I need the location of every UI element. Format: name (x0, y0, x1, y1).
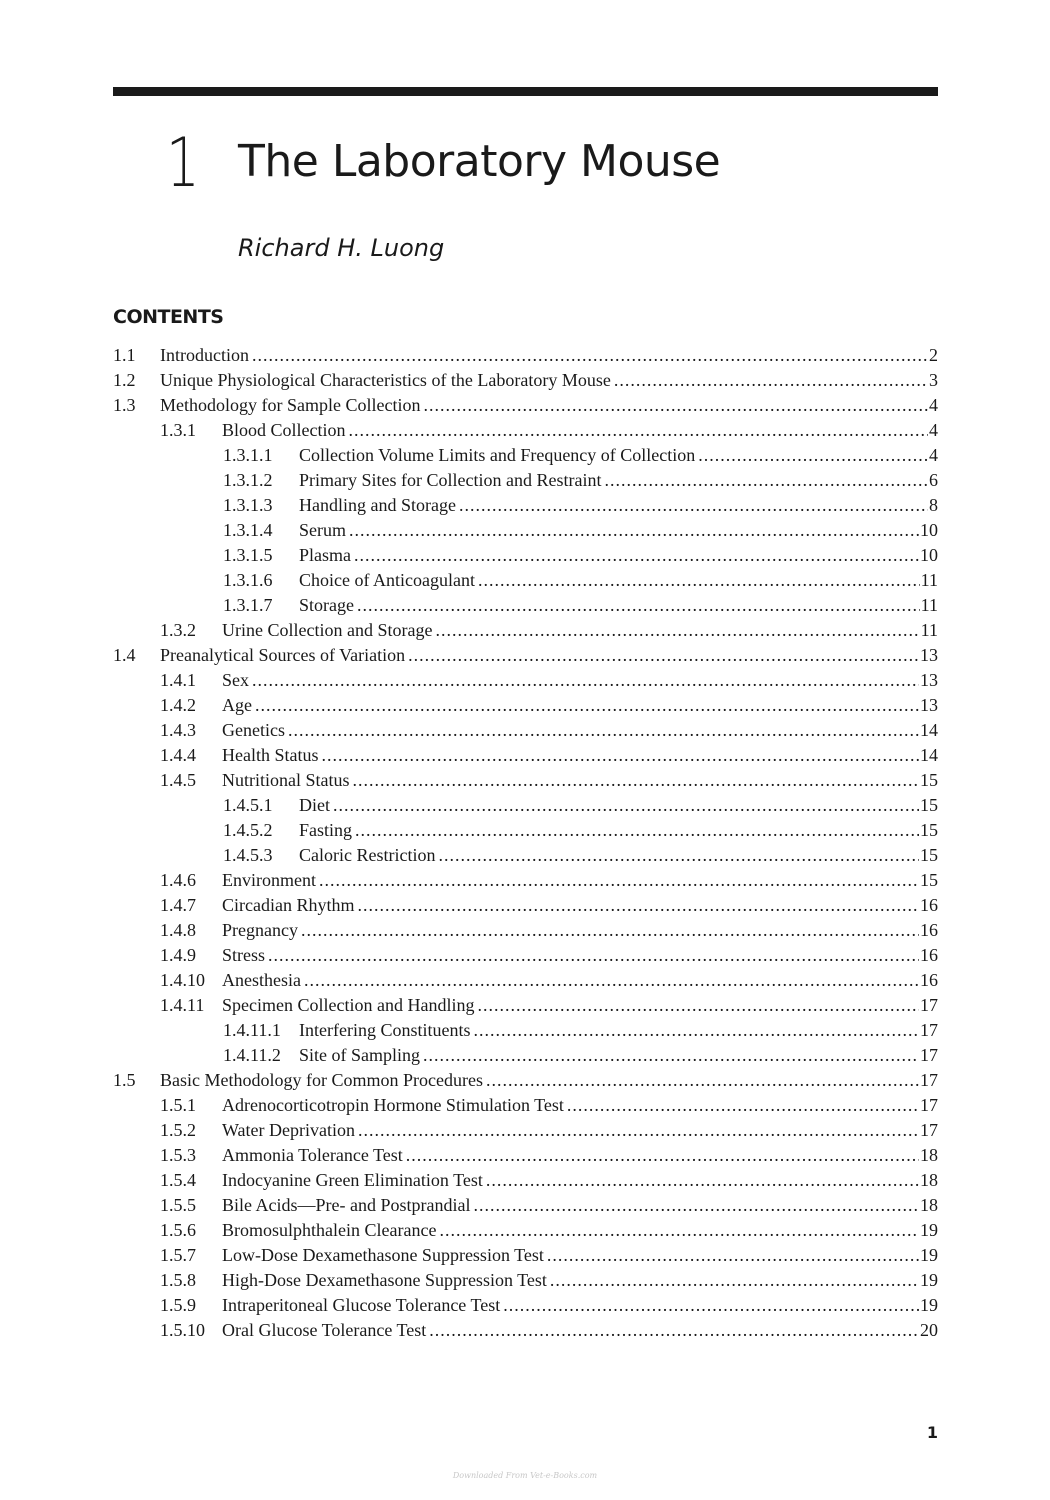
toc-entry-page: 8 (929, 495, 938, 515)
toc-entry-title: Methodology for Sample Collection (160, 395, 421, 415)
toc-entry-title: Age (222, 695, 252, 715)
toc-entry-number: 1.3.1.4 (223, 520, 273, 540)
toc-entry-page: 17 (920, 1020, 938, 1040)
toc-entry-page: 15 (920, 770, 938, 790)
toc-dot-leader (255, 693, 919, 718)
toc-entry (113, 718, 938, 743)
toc-entry (113, 768, 938, 793)
toc-entry-number: 1.4.4 (160, 745, 196, 765)
toc-entry (113, 1193, 938, 1218)
toc-entry (113, 1118, 938, 1143)
chapter-number: 1 (166, 124, 199, 203)
toc-dot-leader (567, 1093, 919, 1118)
chapter-author: Richard H. Luong (238, 234, 445, 262)
toc-dot-leader (355, 818, 919, 843)
toc-entry (113, 668, 938, 693)
toc-entry-title: Water Deprivation (222, 1120, 355, 1140)
toc-dot-leader (698, 443, 928, 468)
toc-entry-page: 17 (920, 1070, 938, 1090)
toc-entry-title: Plasma (299, 545, 351, 565)
toc-dot-leader (252, 343, 928, 368)
toc-entry-page: 15 (920, 795, 938, 815)
toc-entry-title: Storage (299, 595, 354, 615)
toc-entry (113, 1293, 938, 1318)
toc-entry-page: 14 (920, 745, 938, 765)
toc-entry-title: High-Dose Dexamethasone Suppression Test (222, 1270, 547, 1290)
watermark: Downloaded From Vet-e-Books.com (452, 1471, 598, 1480)
table-of-contents (113, 343, 938, 1343)
toc-entry-number: 1.4.9 (160, 945, 196, 965)
toc-entry (113, 918, 938, 943)
toc-entry-title: Indocyanine Green Elimination Test (222, 1170, 483, 1190)
toc-entry-title: Diet (299, 795, 330, 815)
toc-entry-title: Bile Acids—Pre- and Postprandial (222, 1195, 471, 1215)
toc-entry-title: Adrenocorticotropin Hormone Stimulation Test (222, 1095, 564, 1115)
toc-entry-title: Urine Collection and Storage (222, 620, 433, 640)
toc-entry (113, 818, 938, 843)
toc-dot-leader (614, 368, 928, 393)
toc-entry-page: 4 (929, 395, 938, 415)
toc-entry-page: 13 (920, 695, 938, 715)
toc-dot-leader (477, 993, 919, 1018)
toc-entry-number: 1.4.7 (160, 895, 196, 915)
toc-dot-leader (252, 668, 919, 693)
toc-entry-number: 1.3.2 (160, 620, 196, 640)
toc-dot-leader (349, 418, 929, 443)
toc-entry-number: 1.2 (113, 370, 136, 390)
toc-entry-title: Blood Collection (222, 420, 346, 440)
toc-entry (113, 643, 938, 668)
toc-entry (113, 993, 938, 1018)
toc-entry (113, 793, 938, 818)
toc-entry-page: 2 (929, 345, 938, 365)
toc-dot-leader (357, 893, 919, 918)
toc-entry (113, 393, 938, 418)
toc-entry-page: 6 (929, 470, 938, 490)
toc-entry-page: 11 (920, 620, 938, 640)
toc-entry-page: 17 (920, 1045, 938, 1065)
page-number: 1 (926, 1423, 938, 1442)
toc-dot-leader (435, 618, 919, 643)
toc-entry (113, 1018, 938, 1043)
toc-entry (113, 493, 938, 518)
toc-entry-number: 1.3.1.7 (223, 595, 273, 615)
toc-entry-title: Preanalytical Sources of Variation (160, 645, 406, 665)
toc-entry-number: 1.5.7 (160, 1245, 196, 1265)
toc-entry-number: 1.3.1.6 (223, 570, 273, 590)
toc-entry-number: 1.3.1.3 (223, 495, 273, 515)
toc-entry-number: 1.4.1 (160, 670, 196, 690)
toc-entry-page: 16 (920, 945, 938, 965)
toc-entry-page: 17 (920, 1095, 938, 1115)
toc-dot-leader (408, 643, 919, 668)
toc-entry-page: 16 (920, 920, 938, 940)
toc-entry-title: Introduction (160, 345, 249, 365)
toc-entry-number: 1.4.5.3 (223, 845, 273, 865)
toc-entry-number: 1.5.8 (160, 1270, 196, 1290)
toc-entry-number: 1.4.5.2 (223, 820, 273, 840)
toc-entry-page: 19 (920, 1220, 938, 1240)
toc-entry (113, 893, 938, 918)
toc-entry-number: 1.4.11.1 (223, 1020, 281, 1040)
toc-entry (113, 1318, 938, 1343)
toc-entry-title: Interfering Constituents (299, 1020, 471, 1040)
toc-entry-number: 1.3.1.1 (223, 445, 273, 465)
chapter-title: The Laboratory Mouse (238, 136, 721, 187)
toc-entry-title: Choice of Anticoagulant (299, 570, 475, 590)
toc-entry-number: 1.5.10 (160, 1320, 205, 1340)
toc-entry-title: Sex (222, 670, 249, 690)
toc-entry-page: 14 (920, 720, 938, 740)
toc-dot-leader (473, 1193, 919, 1218)
toc-entry-title: Handling and Storage (299, 495, 456, 515)
toc-dot-leader (473, 1018, 919, 1043)
toc-dot-leader (288, 718, 919, 743)
toc-entry-number: 1.3.1.5 (223, 545, 273, 565)
toc-entry-title: Nutritional Status (222, 770, 350, 790)
toc-entry (113, 1168, 938, 1193)
toc-entry-page: 19 (920, 1270, 938, 1290)
toc-entry-number: 1.3 (113, 395, 136, 415)
toc-entry-page: 18 (920, 1195, 938, 1215)
toc-entry-number: 1.5.4 (160, 1170, 196, 1190)
toc-entry-page: 15 (920, 845, 938, 865)
toc-entry (113, 1143, 938, 1168)
toc-dot-leader (486, 1068, 919, 1093)
toc-entry-number: 1.4.6 (160, 870, 196, 890)
toc-entry-title: Anesthesia (222, 970, 301, 990)
toc-entry-title: Genetics (222, 720, 285, 740)
toc-dot-leader (406, 1143, 919, 1168)
toc-entry-number: 1.5.6 (160, 1220, 196, 1240)
toc-entry-title: Basic Methodology for Common Procedures (160, 1070, 483, 1090)
toc-entry (113, 368, 938, 393)
toc-entry-title: Serum (299, 520, 346, 540)
toc-entry-title: Oral Glucose Tolerance Test (222, 1320, 427, 1340)
toc-entry-page: 11 (920, 570, 938, 590)
toc-entry-number: 1.4.5.1 (223, 795, 273, 815)
toc-entry-number: 1.4.8 (160, 920, 196, 940)
toc-entry-title: Unique Physiological Characteristics of the Laboratory Mouse (160, 370, 611, 390)
toc-dot-leader (322, 743, 920, 768)
toc-entry-title: Primary Sites for Collection and Restraint (299, 470, 602, 490)
toc-dot-leader (503, 1293, 919, 1318)
toc-dot-leader (358, 1118, 919, 1143)
toc-entry-title: Low-Dose Dexamethasone Suppression Test (222, 1245, 544, 1265)
toc-entry-title: Site of Sampling (299, 1045, 420, 1065)
toc-entry-number: 1.5.1 (160, 1095, 196, 1115)
toc-entry-number: 1.4.5 (160, 770, 196, 790)
toc-dot-leader (301, 918, 919, 943)
toc-entry-page: 10 (920, 520, 938, 540)
toc-entry-title: Stress (222, 945, 266, 965)
toc-entry (113, 418, 938, 443)
toc-entry-number: 1.1 (113, 345, 136, 365)
toc-entry-page: 10 (920, 545, 938, 565)
toc-entry-page: 4 (929, 420, 938, 440)
toc-entry-number: 1.4.2 (160, 695, 196, 715)
toc-entry (113, 343, 938, 368)
toc-entry (113, 1243, 938, 1268)
toc-entry-title: Circadian Rhythm (222, 895, 355, 915)
toc-entry-page: 13 (920, 670, 938, 690)
toc-entry-title: Bromosulphthalein Clearance (222, 1220, 437, 1240)
toc-entry (113, 593, 938, 618)
toc-dot-leader (423, 1043, 919, 1068)
toc-entry-title: Health Status (222, 745, 319, 765)
toc-entry-page: 17 (920, 995, 938, 1015)
toc-dot-leader (268, 943, 919, 968)
toc-entry-page: 18 (920, 1145, 938, 1165)
toc-entry-page: 20 (920, 1320, 938, 1340)
toc-entry (113, 443, 938, 468)
toc-entry-number: 1.3.1 (160, 420, 196, 440)
toc-entry-page: 18 (920, 1170, 938, 1190)
toc-entry (113, 868, 938, 893)
toc-entry-page: 16 (920, 970, 938, 990)
toc-entry-title: Intraperitoneal Glucose Tolerance Test (222, 1295, 501, 1315)
toc-entry-title: Collection Volume Limits and Frequency of Collection (299, 445, 696, 465)
toc-entry-page: 17 (920, 1120, 938, 1140)
toc-dot-leader (439, 1218, 919, 1243)
toc-entry-page: 19 (920, 1245, 938, 1265)
toc-entry-title: Pregnancy (222, 920, 298, 940)
toc-dot-leader (357, 593, 920, 618)
toc-dot-leader (478, 568, 920, 593)
toc-entry-title: Fasting (299, 820, 353, 840)
toc-entry-title: Ammonia Tolerance Test (222, 1145, 403, 1165)
toc-entry-number: 1.4.11 (160, 995, 205, 1015)
toc-entry-page: 4 (929, 445, 938, 465)
toc-dot-leader (550, 1268, 919, 1293)
toc-entry (113, 1268, 938, 1293)
toc-entry-number: 1.4 (113, 645, 136, 665)
toc-dot-leader (333, 793, 919, 818)
toc-dot-leader (349, 518, 919, 543)
toc-entry-number: 1.4.11.2 (223, 1045, 281, 1065)
toc-entry-page: 13 (920, 645, 938, 665)
toc-entry (113, 568, 938, 593)
toc-entry (113, 943, 938, 968)
toc-dot-leader (304, 968, 919, 993)
toc-entry-page: 16 (920, 895, 938, 915)
toc-entry-number: 1.3.1.2 (223, 470, 273, 490)
toc-entry-number: 1.5 (113, 1070, 136, 1090)
toc-entry-page: 11 (920, 595, 938, 615)
toc-dot-leader (429, 1318, 919, 1343)
toc-entry (113, 1043, 938, 1068)
toc-entry-title: Specimen Collection and Handling (222, 995, 475, 1015)
toc-entry (113, 968, 938, 993)
toc-entry-number: 1.5.5 (160, 1195, 196, 1215)
toc-entry (113, 543, 938, 568)
toc-dot-leader (547, 1243, 919, 1268)
toc-dot-leader (459, 493, 928, 518)
toc-entry-page: 15 (920, 820, 938, 840)
toc-dot-leader (604, 468, 928, 493)
toc-dot-leader (319, 868, 919, 893)
toc-entry-number: 1.5.2 (160, 1120, 196, 1140)
toc-entry (113, 693, 938, 718)
toc-entry-number: 1.4.10 (160, 970, 205, 990)
toc-entry-number: 1.4.3 (160, 720, 196, 740)
toc-entry-page: 19 (920, 1295, 938, 1315)
contents-heading: CONTENTS (113, 306, 224, 328)
toc-entry (113, 1218, 938, 1243)
toc-entry (113, 518, 938, 543)
toc-entry-page: 15 (920, 870, 938, 890)
toc-dot-leader (486, 1168, 919, 1193)
toc-entry-page: 3 (929, 370, 938, 390)
toc-entry (113, 618, 938, 643)
toc-entry (113, 1093, 938, 1118)
toc-entry-title: Caloric Restriction (299, 845, 436, 865)
toc-dot-leader (354, 543, 919, 568)
toc-entry-number: 1.5.3 (160, 1145, 196, 1165)
toc-entry (113, 468, 938, 493)
toc-entry (113, 843, 938, 868)
toc-entry (113, 743, 938, 768)
toc-entry-number: 1.5.9 (160, 1295, 196, 1315)
toc-dot-leader (438, 843, 919, 868)
toc-dot-leader (423, 393, 928, 418)
chapter-top-rule (113, 87, 938, 96)
toc-entry (113, 1068, 938, 1093)
toc-entry-title: Environment (222, 870, 316, 890)
toc-dot-leader (353, 768, 920, 793)
